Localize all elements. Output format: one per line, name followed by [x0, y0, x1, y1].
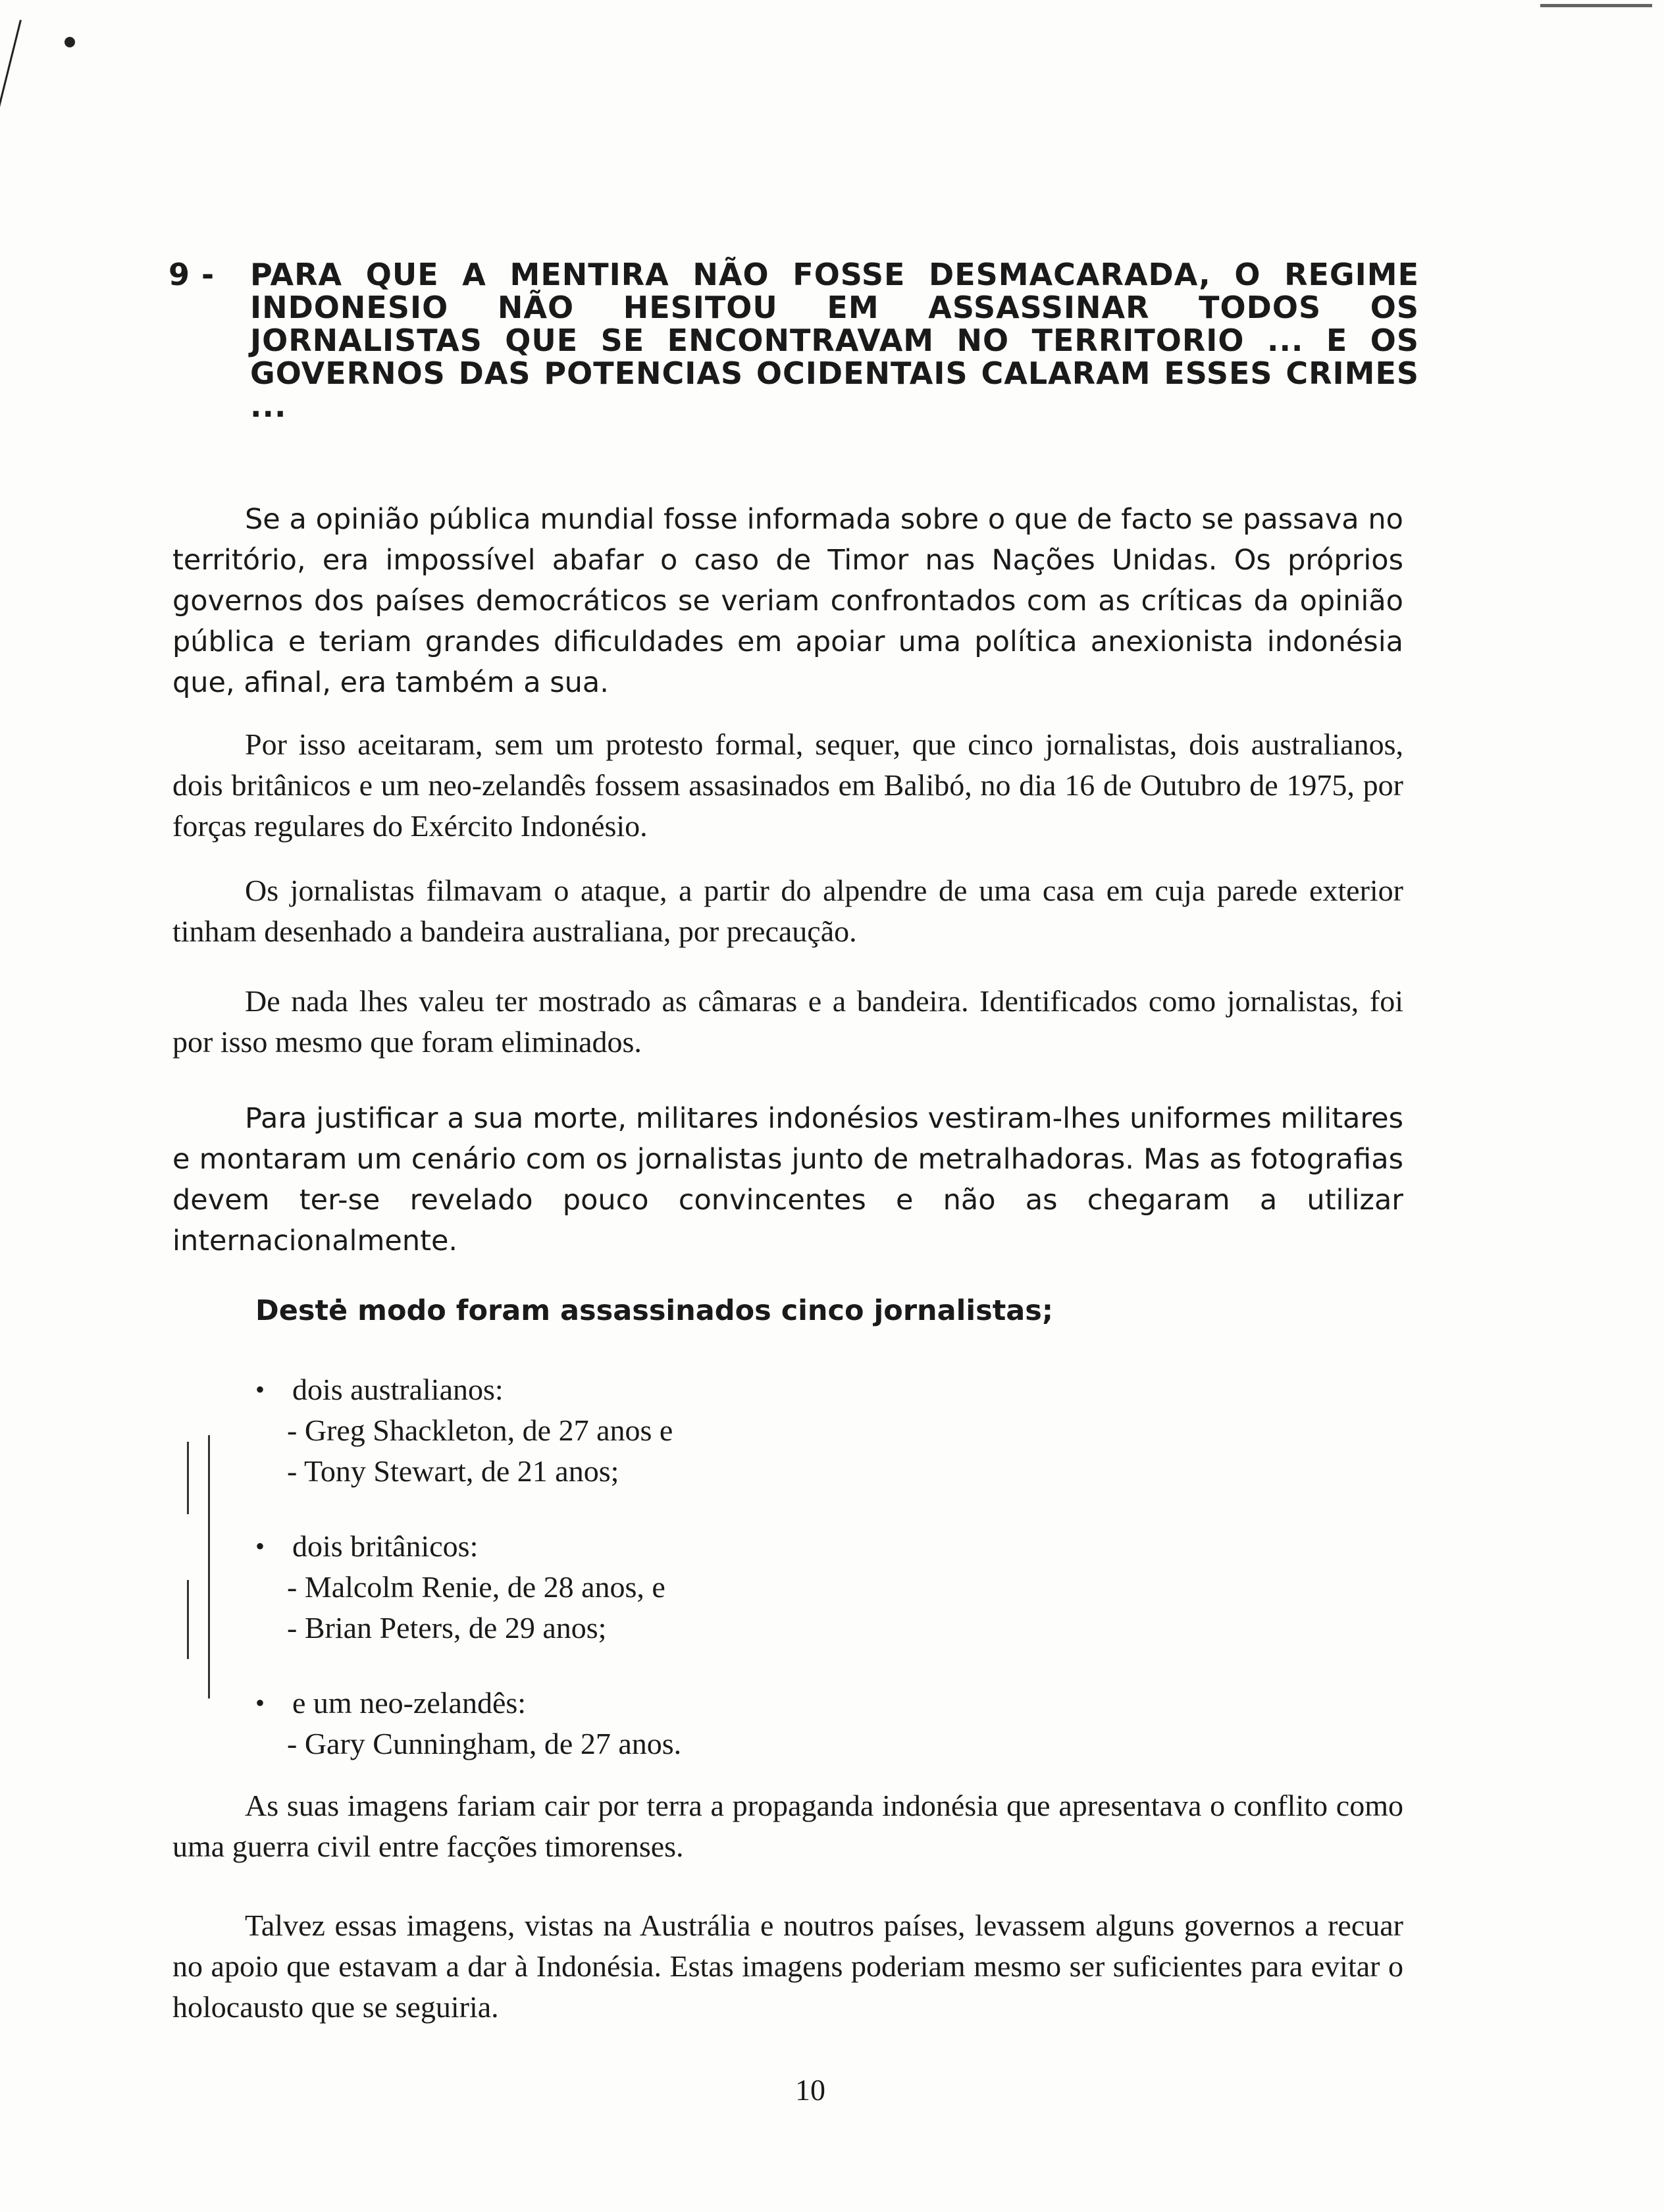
list-item: - Malcolm Renie, de 28 anos, e	[287, 1570, 665, 1604]
list-item: - Gary Cunningham, de 27 anos.	[287, 1727, 682, 1760]
paragraph-2: Por isso aceitaram, sem um protesto formal, sequer, que cinco jornalistas, dois australianos, dois britânicos e um neo-zelandês fossem assasinados em Balibó, no dia 16 de Outubro de 1975, por forças regulares do Exército Indonésio.	[172, 727, 1403, 843]
margin-mark	[187, 1580, 189, 1659]
list-item: - Greg Shackleton, de 27 anos e	[287, 1413, 673, 1447]
section-heading	[169, 258, 1419, 423]
paragraph-5: Para justificar a sua morte, militares indonésios vestiram-lhes uniformes militares e montaram um cenário com os jornalistas junto de metralhadoras. Mas as fotografias devem ter-se revelado pouco convincentes e não as chegaram a utilizar internacionalmente.	[172, 1102, 1403, 1257]
scan-margin-slash	[0, 20, 22, 167]
list-intro: Destė modo foram assassinados cinco jornalistas;	[255, 1294, 1054, 1327]
paragraph-1: Se a opinião pública mundial fosse informada sobre o que de facto se passava no território, era impossível abafar o caso de Timor nas Nações Unidas. Os próprios governos dos países democráticos se veriam confrontados com as críticas da opinião pública e teriam grandes dificuldades em apoiar uma política anexionista indonésia que, afinal, era também a sua.	[172, 503, 1403, 699]
list-group-new-zealander	[255, 1683, 681, 1764]
bullet-icon: •	[255, 1531, 265, 1561]
paragraph-4: De nada lhes valeu ter mostrado as câmaras e a bandeira. Identificados como jornalistas, foi por isso mesmo que foram eliminados.	[172, 984, 1403, 1059]
list-group-britons	[255, 1526, 665, 1648]
paragraph-3: Os jornalistas filmavam o ataque, a partir do alpendre de uma casa em cuja parede exterior tinham desenhado a bandeira australiana, por precaução.	[172, 874, 1403, 948]
list-group-australians	[255, 1369, 673, 1492]
paragraph-6: As suas imagens fariam cair por terra a propaganda indonésia que apresentava o conflito como uma guerra civil entre facções timorenses.	[172, 1789, 1403, 1863]
scan-top-edge	[1540, 4, 1652, 7]
bullet-icon: •	[255, 1688, 265, 1718]
margin-mark	[187, 1442, 189, 1514]
group-label: e um neo-zelandês:	[292, 1686, 527, 1720]
group-label: dois britânicos:	[292, 1529, 479, 1563]
section-number: 9 -	[169, 257, 215, 292]
group-label: dois australianos:	[292, 1373, 504, 1406]
margin-mark	[208, 1435, 210, 1698]
page-number: 10	[795, 2073, 825, 2107]
bullet-icon: •	[255, 1375, 265, 1404]
section-title: PARA QUE A MENTIRA NÃO FOSSE DESMACARADA, O REGIME INDONESIO NÃO HESITOU EM ASSASSINAR TODOS OS JORNALISTAS QUE SE ENCONTRAVAM NO TERRITORIO ... E OS GOVERNOS DAS POTENCIAS OCIDENTAIS CALARAM ESSES CRIMES ...	[250, 257, 1419, 424]
list-item: - Tony Stewart, de 21 anos;	[287, 1454, 619, 1488]
paragraph-7: Talvez essas imagens, vistas na Austrália e noutros países, levassem alguns governos a recuar no apoio que estavam a dar à Indonésia. Estas imagens poderiam mesmo ser suficientes para evitar o holocausto que se seguiria.	[172, 1909, 1403, 2024]
scan-blot	[65, 37, 75, 47]
list-item: - Brian Peters, de 29 anos;	[287, 1611, 607, 1645]
